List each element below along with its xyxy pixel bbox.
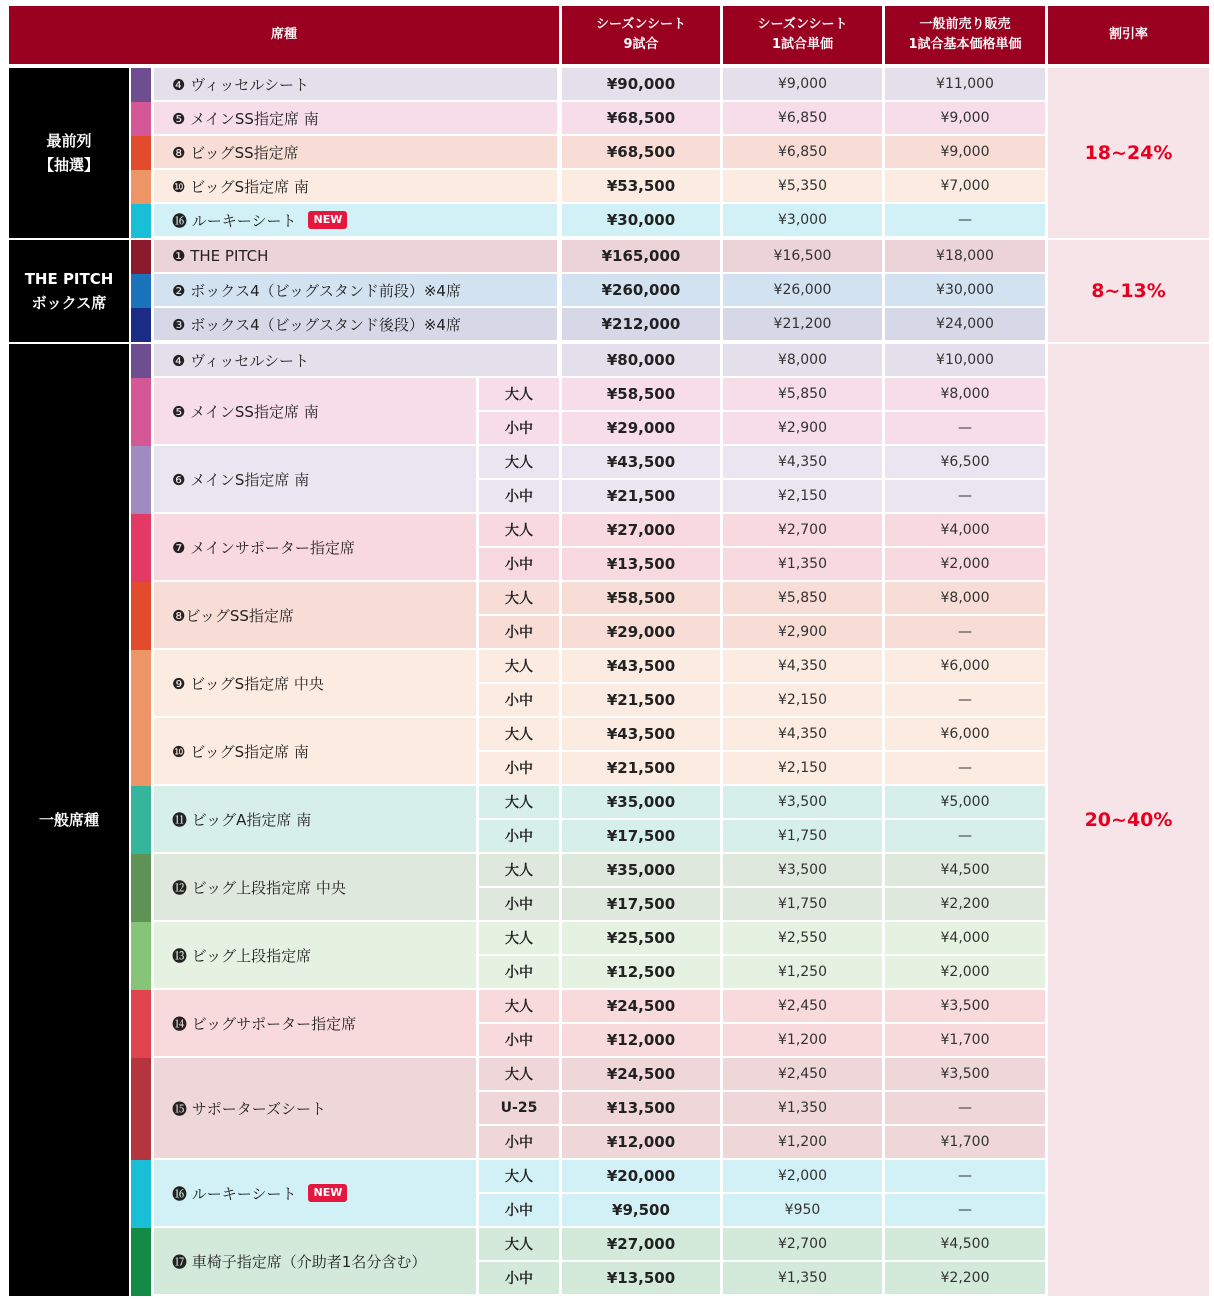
seat-color-swatch <box>131 1228 151 1296</box>
general-unit-price: — <box>885 412 1045 446</box>
general-unit-price: ¥4,000 <box>885 514 1045 548</box>
season-price: ¥43,500 <box>562 446 720 480</box>
seat-name-label: ❹ ヴィッセルシート <box>172 75 309 94</box>
season-price: ¥58,500 <box>562 378 720 412</box>
general-unit-price: — <box>885 204 1045 238</box>
seat-name-label: ❽ ビッグSS指定席 <box>172 143 299 162</box>
season-price: ¥24,500 <box>562 1058 720 1092</box>
seat-name-label: ❼ メインサポーター指定席 <box>172 538 355 557</box>
season-unit-price: ¥2,150 <box>723 684 882 718</box>
seat-name-label: ❻ メインS指定席 南 <box>172 470 310 489</box>
season-unit-price: ¥2,700 <box>723 1228 882 1262</box>
season-unit-price: ¥16,500 <box>723 240 882 274</box>
seat-color-swatch <box>131 136 151 170</box>
seat-name <box>154 922 476 990</box>
general-unit-price: ¥9,000 <box>885 136 1045 170</box>
general-unit-price: ¥6,500 <box>885 446 1045 480</box>
general-unit-price: ¥9,000 <box>885 102 1045 136</box>
age-category: 小中 <box>479 1262 559 1296</box>
seat-color-swatch <box>131 582 151 650</box>
seat-color-swatch <box>131 68 151 102</box>
seat-name <box>154 170 557 204</box>
seat-name <box>154 378 476 446</box>
seat-name <box>154 582 476 650</box>
general-unit-price: ¥4,500 <box>885 1228 1045 1262</box>
season-unit-price: ¥5,350 <box>723 170 882 204</box>
general-unit-price: ¥11,000 <box>885 68 1045 102</box>
season-unit-price: ¥2,900 <box>723 616 882 650</box>
season-price: ¥80,000 <box>562 344 720 378</box>
age-category: 小中 <box>479 820 559 854</box>
season-unit-price: ¥3,500 <box>723 854 882 888</box>
season-unit-price: ¥1,350 <box>723 548 882 582</box>
season-price: ¥165,000 <box>562 240 720 274</box>
season-unit-price: ¥2,450 <box>723 990 882 1024</box>
age-category: 大人 <box>479 922 559 956</box>
age-category: 小中 <box>479 1194 559 1228</box>
season-unit-price: ¥6,850 <box>723 136 882 170</box>
age-category: 大人 <box>479 990 559 1024</box>
age-category: 大人 <box>479 1228 559 1262</box>
age-category: 大人 <box>479 446 559 480</box>
general-unit-price: ¥5,000 <box>885 786 1045 820</box>
discount-rate: 8~13% <box>1048 240 1209 342</box>
season-price: ¥29,000 <box>562 616 720 650</box>
seat-color-swatch <box>131 922 151 990</box>
seat-color-swatch <box>131 102 151 136</box>
seat-name-label: ❽ビッグSS指定席 <box>172 606 294 625</box>
general-unit-price: — <box>885 684 1045 718</box>
season-unit-price: ¥2,000 <box>723 1160 882 1194</box>
season-price: ¥24,500 <box>562 990 720 1024</box>
general-unit-price: — <box>885 1194 1045 1228</box>
age-category: 小中 <box>479 412 559 446</box>
season-unit-price: ¥1,350 <box>723 1262 882 1296</box>
discount-rate: 18~24% <box>1048 68 1209 238</box>
seat-name <box>154 1058 476 1160</box>
season-unit-price: ¥5,850 <box>723 582 882 616</box>
season-price: ¥68,500 <box>562 102 720 136</box>
general-unit-price: ¥18,000 <box>885 240 1045 274</box>
season-unit-price: ¥950 <box>723 1194 882 1228</box>
age-category: 小中 <box>479 616 559 650</box>
general-unit-price: — <box>885 480 1045 514</box>
age-category: U-25 <box>479 1092 559 1126</box>
age-category: 大人 <box>479 378 559 412</box>
season-unit-price: ¥3,500 <box>723 786 882 820</box>
season-price: ¥25,500 <box>562 922 720 956</box>
seat-name-label: ⓱ 車椅子指定席（介助者1名分含む） <box>172 1252 427 1271</box>
season-price: ¥29,000 <box>562 412 720 446</box>
general-unit-price: ¥24,000 <box>885 308 1045 342</box>
seat-name <box>154 514 476 582</box>
season-price: ¥21,500 <box>562 684 720 718</box>
season-unit-price: ¥2,700 <box>723 514 882 548</box>
general-unit-price: ¥2,000 <box>885 548 1045 582</box>
general-unit-price: ¥3,500 <box>885 1058 1045 1092</box>
seat-color-swatch <box>131 240 151 274</box>
seat-name-label: ❸ ボックス4（ビッグスタンド後段）※4席 <box>172 315 461 334</box>
age-category: 大人 <box>479 786 559 820</box>
seat-color-swatch <box>131 514 151 582</box>
season-price: ¥260,000 <box>562 274 720 308</box>
seat-name-label: ⓭ ビッグ上段指定席 <box>172 946 312 965</box>
age-category: 小中 <box>479 684 559 718</box>
season-price: ¥43,500 <box>562 650 720 684</box>
seat-color-swatch <box>131 1160 151 1228</box>
season-unit-price: ¥21,200 <box>723 308 882 342</box>
seat-name <box>154 650 476 718</box>
seat-name <box>154 308 557 342</box>
seat-name-label: ❺ メインSS指定席 南 <box>172 402 319 421</box>
seat-name-label: ❹ ヴィッセルシート <box>172 351 309 370</box>
season-unit-price: ¥2,450 <box>723 1058 882 1092</box>
header-season-9: シーズンシート 9試合 <box>562 6 720 64</box>
seat-name <box>154 102 557 136</box>
season-unit-price: ¥2,550 <box>723 922 882 956</box>
seat-name-label: ❿ ビッグS指定席 南 <box>172 742 309 761</box>
general-unit-price: ¥8,000 <box>885 378 1045 412</box>
season-unit-price: ¥4,350 <box>723 446 882 480</box>
season-unit-price: ¥8,000 <box>723 344 882 378</box>
discount-rate: 20~40% <box>1048 344 1209 1296</box>
season-price: ¥12,000 <box>562 1024 720 1058</box>
seat-name <box>154 204 557 238</box>
season-price: ¥12,500 <box>562 956 720 990</box>
seat-name-label: ⓮ ビッグサポーター指定席 <box>172 1014 357 1033</box>
season-unit-price: ¥1,750 <box>723 888 882 922</box>
seat-name-label: ⓬ ビッグ上段指定席 中央 <box>172 878 346 897</box>
seat-name <box>154 1160 476 1228</box>
season-unit-price: ¥1,200 <box>723 1126 882 1160</box>
seat-name-label: ⓯ サポーターズシート <box>172 1099 327 1118</box>
age-category: 大人 <box>479 514 559 548</box>
seat-color-swatch <box>131 446 151 514</box>
seat-name <box>154 136 557 170</box>
season-unit-price: ¥3,000 <box>723 204 882 238</box>
general-unit-price: — <box>885 752 1045 786</box>
season-unit-price: ¥2,150 <box>723 480 882 514</box>
seat-color-swatch <box>131 204 151 238</box>
general-unit-price: ¥1,700 <box>885 1024 1045 1058</box>
seat-name-label: ❺ メインSS指定席 南 <box>172 109 319 128</box>
general-unit-price: ¥2,200 <box>885 1262 1045 1296</box>
seat-name <box>154 1228 476 1296</box>
season-price: ¥27,000 <box>562 1228 720 1262</box>
general-unit-price: — <box>885 616 1045 650</box>
seat-name <box>154 718 476 786</box>
seat-name <box>154 854 476 922</box>
general-unit-price: ¥2,200 <box>885 888 1045 922</box>
season-price: ¥12,000 <box>562 1126 720 1160</box>
seat-color-swatch <box>131 274 151 308</box>
age-category: 小中 <box>479 752 559 786</box>
general-unit-price: ¥2,000 <box>885 956 1045 990</box>
season-price: ¥9,500 <box>562 1194 720 1228</box>
header-discount: 割引率 <box>1048 6 1209 64</box>
seat-name <box>154 990 476 1058</box>
season-unit-price: ¥1,350 <box>723 1092 882 1126</box>
general-unit-price: — <box>885 820 1045 854</box>
age-category: 小中 <box>479 548 559 582</box>
seat-color-swatch <box>131 990 151 1058</box>
seat-name <box>154 240 557 274</box>
seat-name-label: ❷ ボックス4（ビッグスタンド前段）※4席 <box>172 281 461 300</box>
season-unit-price: ¥9,000 <box>723 68 882 102</box>
season-price: ¥21,500 <box>562 752 720 786</box>
season-price: ¥58,500 <box>562 582 720 616</box>
age-category: 大人 <box>479 582 559 616</box>
group-label: 最前列 【抽選】 <box>9 68 129 238</box>
age-category: 大人 <box>479 650 559 684</box>
season-price: ¥68,500 <box>562 136 720 170</box>
general-unit-price: ¥7,000 <box>885 170 1045 204</box>
seat-color-swatch <box>131 718 151 786</box>
season-price: ¥17,500 <box>562 820 720 854</box>
season-price: ¥21,500 <box>562 480 720 514</box>
header-seat-type: 席種 <box>9 6 559 64</box>
seat-color-swatch <box>131 170 151 204</box>
general-unit-price: — <box>885 1092 1045 1126</box>
general-unit-price: ¥1,700 <box>885 1126 1045 1160</box>
seat-name-label: ⓰ ルーキーシート <box>172 1184 297 1203</box>
age-category: 大人 <box>479 854 559 888</box>
season-price: ¥35,000 <box>562 786 720 820</box>
season-price: ¥20,000 <box>562 1160 720 1194</box>
season-unit-price: ¥4,350 <box>723 650 882 684</box>
season-price: ¥35,000 <box>562 854 720 888</box>
season-price: ¥30,000 <box>562 204 720 238</box>
group-label: 一般席種 <box>9 344 129 1296</box>
general-unit-price: ¥10,000 <box>885 344 1045 378</box>
season-price: ¥27,000 <box>562 514 720 548</box>
seat-name-label: ❶ THE PITCH <box>172 247 269 265</box>
age-category: 大人 <box>479 718 559 752</box>
age-category: 小中 <box>479 1024 559 1058</box>
season-price: ¥212,000 <box>562 308 720 342</box>
seat-name <box>154 274 557 308</box>
season-price: ¥53,500 <box>562 170 720 204</box>
seat-color-swatch <box>131 854 151 922</box>
season-unit-price: ¥4,350 <box>723 718 882 752</box>
seat-name <box>154 68 557 102</box>
age-category: 小中 <box>479 480 559 514</box>
season-price: ¥13,500 <box>562 1092 720 1126</box>
seat-name-label: ❾ ビッグS指定席 中央 <box>172 674 324 693</box>
season-price: ¥17,500 <box>562 888 720 922</box>
seat-name <box>154 446 476 514</box>
seat-color-swatch <box>131 308 151 342</box>
age-category: 小中 <box>479 888 559 922</box>
seat-name-label: ❿ ビッグS指定席 南 <box>172 177 309 196</box>
general-unit-price: ¥3,500 <box>885 990 1045 1024</box>
season-unit-price: ¥2,150 <box>723 752 882 786</box>
seat-color-swatch <box>131 650 151 718</box>
seat-color-swatch <box>131 786 151 854</box>
season-price: ¥90,000 <box>562 68 720 102</box>
season-price: ¥13,500 <box>562 548 720 582</box>
seat-name <box>154 786 476 854</box>
group-label: THE PITCH ボックス席 <box>9 240 129 342</box>
general-unit-price: — <box>885 1160 1045 1194</box>
season-unit-price: ¥1,750 <box>723 820 882 854</box>
general-unit-price: ¥4,500 <box>885 854 1045 888</box>
age-category: 小中 <box>479 956 559 990</box>
seat-name-label: ⓰ ルーキーシート <box>172 211 297 230</box>
header-season-unit: シーズンシート 1試合単価 <box>723 6 882 64</box>
age-category: 大人 <box>479 1058 559 1092</box>
season-unit-price: ¥1,200 <box>723 1024 882 1058</box>
general-unit-price: ¥4,000 <box>885 922 1045 956</box>
season-unit-price: ¥1,250 <box>723 956 882 990</box>
header-general-unit: 一般前売り販売 1試合基本価格単価 <box>885 6 1045 64</box>
seat-name-label: ⓫ ビッグA指定席 南 <box>172 810 312 829</box>
season-unit-price: ¥26,000 <box>723 274 882 308</box>
season-unit-price: ¥6,850 <box>723 102 882 136</box>
seat-color-swatch <box>131 344 151 378</box>
season-unit-price: ¥2,900 <box>723 412 882 446</box>
general-unit-price: ¥8,000 <box>885 582 1045 616</box>
new-badge: NEW <box>308 211 347 229</box>
new-badge: NEW <box>308 1184 347 1202</box>
age-category: 大人 <box>479 1160 559 1194</box>
seat-color-swatch <box>131 1058 151 1160</box>
seat-color-swatch <box>131 378 151 446</box>
age-category: 小中 <box>479 1126 559 1160</box>
season-price: ¥43,500 <box>562 718 720 752</box>
season-price: ¥13,500 <box>562 1262 720 1296</box>
general-unit-price: ¥6,000 <box>885 718 1045 752</box>
seat-name <box>154 344 557 378</box>
season-unit-price: ¥5,850 <box>723 378 882 412</box>
general-unit-price: ¥6,000 <box>885 650 1045 684</box>
general-unit-price: ¥30,000 <box>885 274 1045 308</box>
